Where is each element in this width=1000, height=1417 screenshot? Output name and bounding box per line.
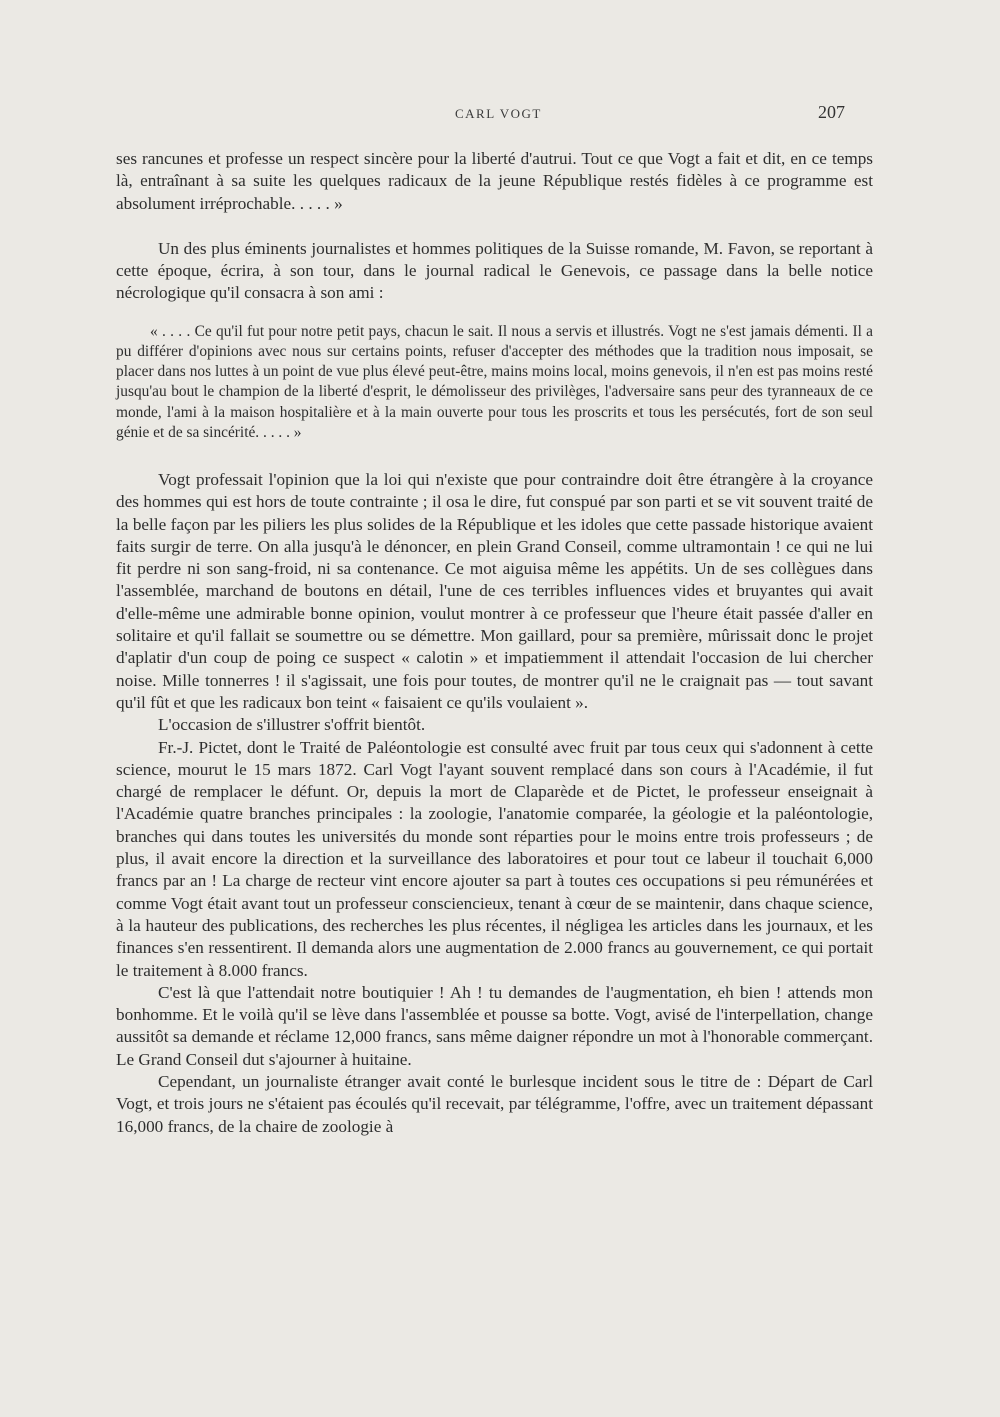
paragraph-journaliste: Cependant, un journaliste étranger avait conté le burlesque incident sous le titre de : Départ de Carl Vogt, et trois jours ne s'étaient pas écoulés qu'il recevait, par télégramme, l'offre, avec un traitement dépassant 16,000 francs, de la chaire de zoologie à [116,1072,873,1136]
paragraph-pictet: Fr.-J. Pictet, dont le Traité de Paléontologie est consulté avec fruit par tous ceux qui s'adonnent à cette science, mourut le 15 mars 1872. Carl Vogt l'ayant souvent remplacé dans son cours à l'Académie, il fut chargé de remplacer le défunt. Or, depuis la mort de Claparède et de Pictet, le professeur enseignait à l'Académie quatre branches principales : la zoologie, l'anatomie comparée, la géologie et la paléontologie, branches qui dans toutes les universités du monde sont réparties pour le moins entre trois professeurs ; de plus, il avait encore la direction et la surveillance des laboratoires et pour tout ce labeur il touchait 6,000 francs par an ! La charge de recteur vint encore ajouter sa part à toutes ces occupations si peu rémunérées et comme Vogt était avant tout un professeur consciencieux, tenant à cœur de se maintenir, dans chaque science, à la hauteur des publications, des recherches les plus récentes, il négligea les articles dans les journaux, et les finances s'en ressentirent. Il demanda alors une augmentation de 2.000 francs au gouvernement, ce qui portait le traitement à 8.000 francs. [116,737,873,980]
paragraph-continuation: ses rancunes et professe un respect sincère pour la liberté d'autrui. Tout ce que Vogt a fait et dit, en ce temps là, entraînant à sa suite les quelques radicaux de la jeune République restés fidèles à ce programme est absolument irréprochable. . . . . » [116,149,873,213]
running-head [0,102,1000,128]
page-number: 207 [818,102,845,122]
paragraph-boutiquier: C'est là que l'attendait notre boutiquier ! Ah ! tu demandes de l'augmentation, eh bien ! attends mon bonhomme. Et le voilà qu'il se lève dans l'assemblée et pousse sa botte. Vogt, avisé de l'interpellation, change aussitôt sa demande et réclame 12,000 francs, sans même daigner répondre un mot à l'honorable commerçant. Le Grand Conseil dut s'ajourner à huitaine. [116,982,873,1069]
page-body [116,148,873,1138]
running-title: CARL VOGT [455,106,542,121]
block-quote: « . . . . Ce qu'il fut pour notre petit pays, chacun le sait. Il nous a servis et illustrés. Vogt ne s'est jamais démenti. Il a pu différer d'opinions avec nous sur certains points, refuser d'accepter des méthodes que la tradition nous imposait, se placer dans nos luttes à un point de vue plus élevé peut-être, mains moins local, moins genevois, il n'en est pas moins resté jusqu'au bout le champion de la liberté d'esprit, le démolisseur des privilèges, l'adversaire sans peur des tyranneaux de ce monde, l'ami à la maison hospitalière et à la main ouverte pour tous les proscrits et tous les persécutés, fort de son seul génie et de sa sincérité. . . . . » [116,322,873,441]
paragraph-favon-intro: Un des plus éminents journalistes et hommes politiques de la Suisse romande, M. Favon, se reportant à cette époque, écrira, à son tour, dans le journal radical le Genevois, ce passage dans la belle notice nécrologique qu'il consacra à son ami : [116,238,873,303]
paragraph-vogt-opinion: Vogt professait l'opinion que la loi qui n'existe que pour contraindre doit être étrangère à la croyance des hommes qui est hors de toute contrainte ; il osa le dire, fut conspué par son parti et se vit souvent traité de la belle façon par les piliers les plus solides de la République et les idoles que cette passade historique avaient faits surgir de terre. On alla jusqu'à le dénoncer, en plein Grand Conseil, comme ultramontain ! ce qui ne lui fit perdre ni son sang-froid, ni sa contenance. Ce mot aiguisa même les appétits. Un de ses collègues dans l'assemblée, marchand de boutons en détail, l'une de ces terribles influences vides et bruyantes qui avait d'elle-même une admirable bonne opinion, voulut montrer à ce professeur que l'heure était passée d'aller en solitaire et qu'il fallait se soumettre ou se démettre. Mon gaillard, pour sa première, mûrissait donc le projet d'aplatir d'un coup de poing ce suspect « calotin » et impatiemment il attendait l'occasion de lui chercher noise. Mille tonnerres ! il s'agissait, une fois pour toutes, de montrer qu'il ne le craignait pas — tout savant qu'il fût et que les radicaux bon teint « faisaient ce qu'ils voulaient ». [116,470,873,712]
paragraph-occasion: L'occasion de s'illustrer s'offrit bientôt. [158,715,426,735]
